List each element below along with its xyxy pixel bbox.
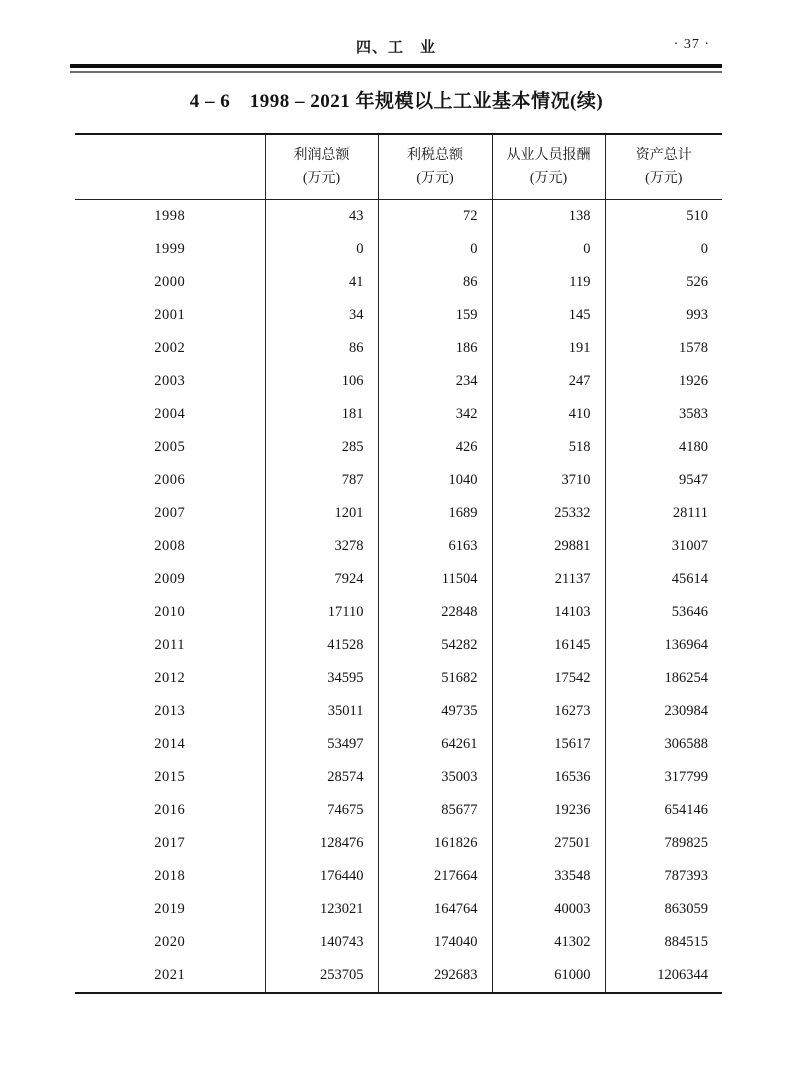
value-cell: 74675 bbox=[265, 794, 378, 827]
value-cell: 16145 bbox=[492, 629, 605, 662]
value-cell: 342 bbox=[378, 398, 492, 431]
table-row bbox=[75, 266, 722, 299]
value-cell: 138 bbox=[492, 200, 605, 234]
value-cell: 306588 bbox=[605, 728, 722, 761]
value-cell: 1578 bbox=[605, 332, 722, 365]
header-divider-rule bbox=[70, 64, 722, 73]
table-row bbox=[75, 365, 722, 398]
value-cell: 292683 bbox=[378, 959, 492, 993]
value-cell: 3710 bbox=[492, 464, 605, 497]
value-cell: 234 bbox=[378, 365, 492, 398]
value-cell: 136964 bbox=[605, 629, 722, 662]
column-label: 资产总计 bbox=[635, 148, 692, 163]
column-label: 利税总额 bbox=[407, 148, 463, 163]
table-row bbox=[75, 431, 722, 464]
value-cell: 9547 bbox=[605, 464, 722, 497]
value-cell: 654146 bbox=[605, 794, 722, 827]
value-cell: 1040 bbox=[378, 464, 492, 497]
value-cell: 61000 bbox=[492, 959, 605, 993]
value-cell: 33548 bbox=[492, 860, 605, 893]
column-header-total-assets bbox=[605, 134, 722, 200]
value-cell: 140743 bbox=[265, 926, 378, 959]
value-cell: 317799 bbox=[605, 761, 722, 794]
value-cell: 35003 bbox=[378, 761, 492, 794]
value-cell: 43 bbox=[265, 200, 378, 234]
value-cell: 41528 bbox=[265, 629, 378, 662]
year-cell: 2012 bbox=[154, 670, 186, 686]
value-cell: 7924 bbox=[265, 563, 378, 596]
value-cell: 106 bbox=[265, 365, 378, 398]
year-cell: 2016 bbox=[154, 802, 186, 818]
table-title: 4 – 6 1998 – 2021 年规模以上工业基本情况(续) bbox=[189, 91, 604, 112]
value-cell: 11504 bbox=[378, 563, 492, 596]
value-cell: 3278 bbox=[265, 530, 378, 563]
value-cell: 1689 bbox=[378, 497, 492, 530]
year-cell: 2003 bbox=[154, 373, 186, 389]
table-row bbox=[75, 893, 722, 926]
value-cell: 176440 bbox=[265, 860, 378, 893]
year-cell: 1999 bbox=[154, 241, 186, 257]
table-row bbox=[75, 827, 722, 860]
value-cell: 247 bbox=[492, 365, 605, 398]
value-cell: 49735 bbox=[378, 695, 492, 728]
value-cell: 6163 bbox=[378, 530, 492, 563]
value-cell: 526 bbox=[605, 266, 722, 299]
value-cell: 34 bbox=[265, 299, 378, 332]
value-cell: 51682 bbox=[378, 662, 492, 695]
column-unit: (万元) bbox=[302, 171, 341, 186]
year-cell: 2001 bbox=[154, 307, 186, 323]
value-cell: 787 bbox=[265, 464, 378, 497]
column-unit: (万元) bbox=[645, 171, 683, 186]
table-row bbox=[75, 530, 722, 563]
year-cell: 2004 bbox=[154, 406, 186, 422]
value-cell: 164764 bbox=[378, 893, 492, 926]
value-cell: 17542 bbox=[492, 662, 605, 695]
table-row bbox=[75, 497, 722, 530]
table-row bbox=[75, 662, 722, 695]
year-cell: 2020 bbox=[154, 934, 186, 950]
value-cell: 0 bbox=[265, 233, 378, 266]
value-cell: 1201 bbox=[265, 497, 378, 530]
table-row bbox=[75, 299, 722, 332]
value-cell: 191 bbox=[492, 332, 605, 365]
statistics-table bbox=[75, 133, 722, 994]
value-cell: 21137 bbox=[492, 563, 605, 596]
value-cell: 15617 bbox=[492, 728, 605, 761]
header-row bbox=[75, 134, 722, 200]
value-cell: 22848 bbox=[378, 596, 492, 629]
value-cell: 19236 bbox=[492, 794, 605, 827]
value-cell: 41302 bbox=[492, 926, 605, 959]
value-cell: 145 bbox=[492, 299, 605, 332]
section-title: 四、工 业 bbox=[355, 39, 436, 56]
value-cell: 123021 bbox=[265, 893, 378, 926]
value-cell: 41 bbox=[265, 266, 378, 299]
table-head bbox=[75, 134, 722, 200]
value-cell: 16273 bbox=[492, 695, 605, 728]
value-cell: 993 bbox=[605, 299, 722, 332]
value-cell: 34595 bbox=[265, 662, 378, 695]
year-cell: 2000 bbox=[154, 274, 186, 290]
value-cell: 128476 bbox=[265, 827, 378, 860]
year-cell: 2009 bbox=[154, 571, 186, 587]
value-cell: 14103 bbox=[492, 596, 605, 629]
value-cell: 174040 bbox=[378, 926, 492, 959]
value-cell: 181 bbox=[265, 398, 378, 431]
value-cell: 35011 bbox=[265, 695, 378, 728]
column-unit: (万元) bbox=[529, 171, 568, 186]
value-cell: 787393 bbox=[605, 860, 722, 893]
table-row bbox=[75, 728, 722, 761]
value-cell: 54282 bbox=[378, 629, 492, 662]
value-cell: 510 bbox=[605, 200, 722, 234]
value-cell: 64261 bbox=[378, 728, 492, 761]
value-cell: 25332 bbox=[492, 497, 605, 530]
value-cell: 53497 bbox=[265, 728, 378, 761]
column-header-profit bbox=[265, 134, 378, 200]
table-row bbox=[75, 794, 722, 827]
value-cell: 285 bbox=[265, 431, 378, 464]
table-row bbox=[75, 695, 722, 728]
table-row bbox=[75, 761, 722, 794]
value-cell: 186254 bbox=[605, 662, 722, 695]
year-cell: 1998 bbox=[154, 208, 186, 224]
value-cell: 3583 bbox=[605, 398, 722, 431]
table-row bbox=[75, 233, 722, 266]
value-cell: 1926 bbox=[605, 365, 722, 398]
value-cell: 230984 bbox=[605, 695, 722, 728]
value-cell: 28111 bbox=[605, 497, 722, 530]
table-row bbox=[75, 332, 722, 365]
column-label: 利润总额 bbox=[293, 148, 350, 163]
table-row bbox=[75, 629, 722, 662]
table-row bbox=[75, 860, 722, 893]
year-cell: 2007 bbox=[154, 505, 186, 521]
table-row bbox=[75, 596, 722, 629]
value-cell: 863059 bbox=[605, 893, 722, 926]
value-cell: 518 bbox=[492, 431, 605, 464]
running-header bbox=[70, 36, 722, 60]
column-header-year bbox=[75, 134, 265, 200]
value-cell: 0 bbox=[492, 233, 605, 266]
value-cell: 29881 bbox=[492, 530, 605, 563]
value-cell: 253705 bbox=[265, 959, 378, 993]
column-unit: (万元) bbox=[416, 171, 454, 186]
value-cell: 884515 bbox=[605, 926, 722, 959]
value-cell: 789825 bbox=[605, 827, 722, 860]
value-cell: 0 bbox=[605, 233, 722, 266]
year-cell: 2006 bbox=[154, 472, 186, 488]
value-cell: 85677 bbox=[378, 794, 492, 827]
value-cell: 4180 bbox=[605, 431, 722, 464]
year-cell: 2011 bbox=[154, 637, 185, 653]
value-cell: 119 bbox=[492, 266, 605, 299]
value-cell: 159 bbox=[378, 299, 492, 332]
value-cell: 31007 bbox=[605, 530, 722, 563]
value-cell: 410 bbox=[492, 398, 605, 431]
year-cell: 2014 bbox=[154, 736, 186, 752]
year-cell: 2015 bbox=[154, 769, 186, 785]
table-row bbox=[75, 959, 722, 993]
column-label: 从业人员报酬 bbox=[506, 148, 591, 163]
table-row bbox=[75, 200, 722, 234]
value-cell: 161826 bbox=[378, 827, 492, 860]
year-cell: 2017 bbox=[154, 835, 186, 851]
column-header-compensation bbox=[492, 134, 605, 200]
value-cell: 0 bbox=[378, 233, 492, 266]
year-cell: 2008 bbox=[154, 538, 186, 554]
column-header-profit-tax bbox=[378, 134, 492, 200]
value-cell: 72 bbox=[378, 200, 492, 234]
value-cell: 186 bbox=[378, 332, 492, 365]
year-cell: 2021 bbox=[154, 967, 186, 983]
year-cell: 2013 bbox=[154, 703, 186, 719]
table-row bbox=[75, 398, 722, 431]
value-cell: 53646 bbox=[605, 596, 722, 629]
value-cell: 45614 bbox=[605, 563, 722, 596]
value-cell: 28574 bbox=[265, 761, 378, 794]
value-cell: 16536 bbox=[492, 761, 605, 794]
table-row bbox=[75, 926, 722, 959]
value-cell: 426 bbox=[378, 431, 492, 464]
value-cell: 17110 bbox=[265, 596, 378, 629]
table-row bbox=[75, 464, 722, 497]
value-cell: 27501 bbox=[492, 827, 605, 860]
page-number: · 37 · bbox=[673, 37, 710, 52]
year-cell: 2019 bbox=[154, 901, 186, 917]
value-cell: 86 bbox=[378, 266, 492, 299]
value-cell: 40003 bbox=[492, 893, 605, 926]
year-cell: 2010 bbox=[154, 604, 186, 620]
value-cell: 1206344 bbox=[605, 959, 722, 993]
value-cell: 217664 bbox=[378, 860, 492, 893]
value-cell: 86 bbox=[265, 332, 378, 365]
year-cell: 2002 bbox=[154, 340, 186, 356]
year-cell: 2005 bbox=[154, 439, 186, 455]
table-row bbox=[75, 563, 722, 596]
table-body bbox=[75, 200, 722, 994]
year-cell: 2018 bbox=[154, 868, 186, 884]
